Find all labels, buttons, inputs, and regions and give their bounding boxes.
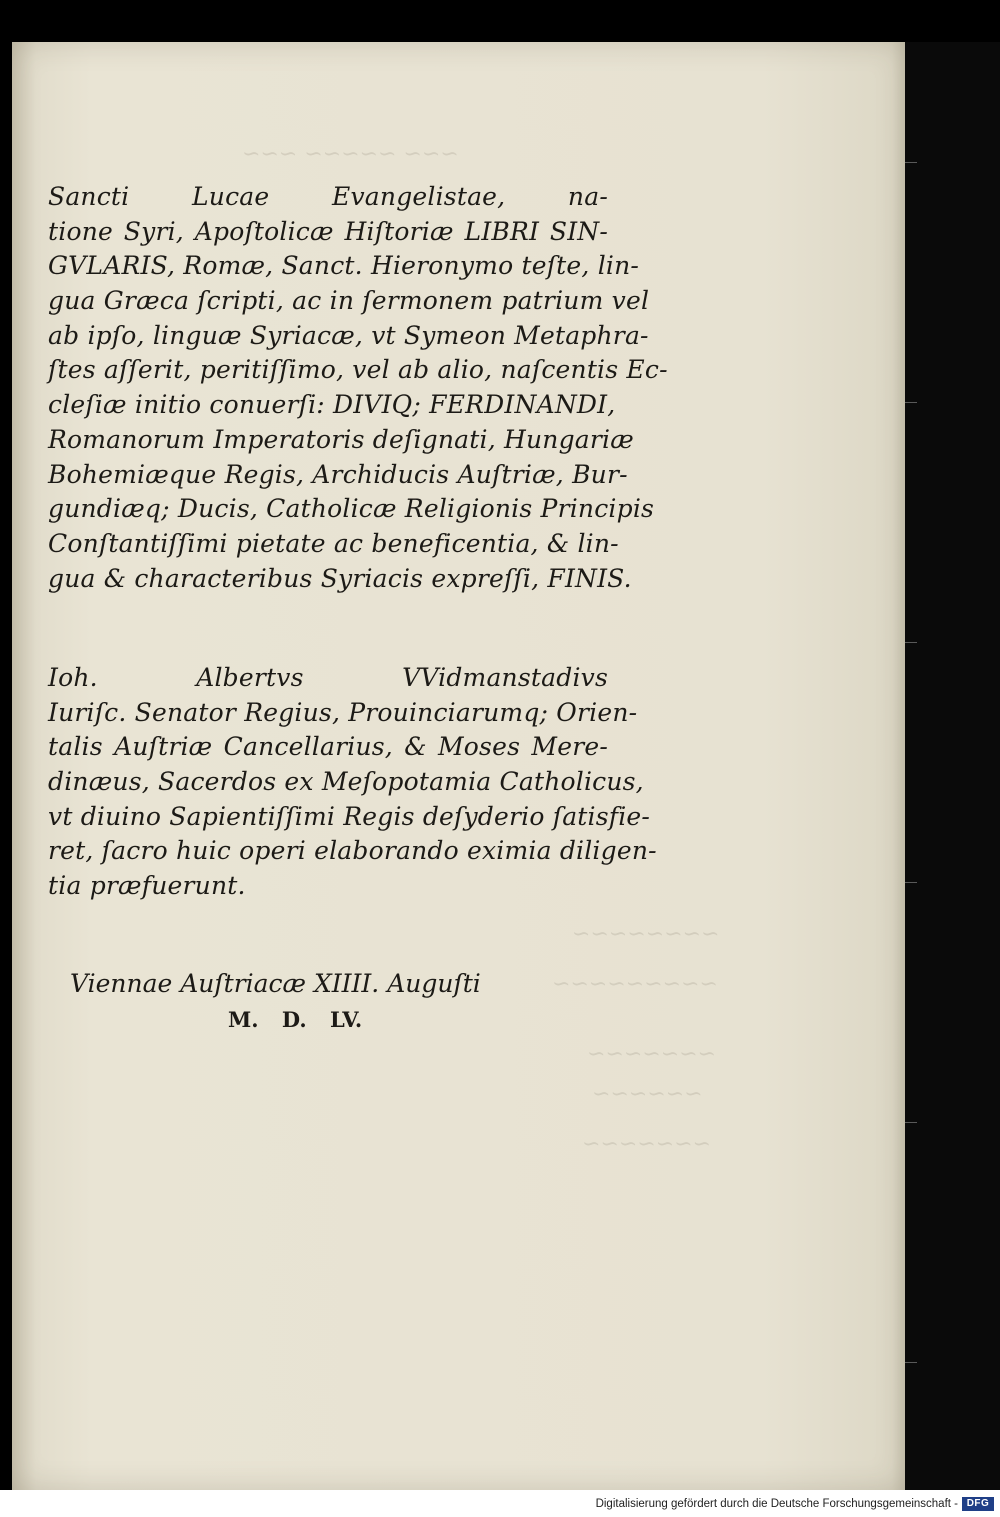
colophon-paragraph-1 xyxy=(48,180,668,596)
text-line: Iuriſc. Senator Regius, Prouinciarumq; Orien- xyxy=(48,697,638,727)
text-line: talis Auſtriæ Cancellarius, & Moses Mere- xyxy=(48,732,608,762)
text-line: Romanorum Imperatoris deſignati, Hungariæ xyxy=(48,424,634,454)
bleed-through-text: ~~~ ~~~~~ ~~~ xyxy=(242,142,459,167)
text-line: gua & characteribus Syriacis expreſſi, FINIS. xyxy=(48,563,632,593)
text-line: dinæus, Sacerdos ex Meſopotamia Catholicus, xyxy=(48,767,644,797)
text-line: gua Græca ſcripti, ac in ſermonem patrium vel xyxy=(48,286,650,316)
scan-ruler xyxy=(905,42,1000,1490)
text-line: Ioh. Albertvs VVidmanstadivs xyxy=(48,663,608,692)
text-line: tione Syri, Apoſtolicæ Hiſtoriæ LIBRI SIN- xyxy=(48,216,608,246)
text-line: gundiæq; Ducis, Catholicæ Religionis Principis xyxy=(48,494,655,524)
text-line: cleſiæ initio conuerſi: DIVIQ; FERDINANDI, xyxy=(48,390,616,420)
text-line: ab ipſo, linguæ Syriacæ, vt Symeon Metaphra- xyxy=(48,320,649,350)
colophon-paragraph-2 xyxy=(48,661,657,904)
text-line: GVLARIS, Romæ, Sanct. Hieronymo teſte, lin- xyxy=(48,251,640,281)
bleed-through-text: ~~~~~~~ xyxy=(582,1132,712,1157)
footer-credit-text: Digitalisierung gefördert durch die Deutsche Forschungsgemeinschaft - xyxy=(595,1498,958,1510)
bleed-through-text: ~~~~~~~~ xyxy=(572,922,720,947)
imprint-year: M. D. LV. xyxy=(228,1007,363,1032)
text-line: tia præfuerunt. xyxy=(48,871,246,901)
bleed-through-text: ~~~~~~ xyxy=(592,1082,703,1107)
bleed-through-text: ~~~~~~~ xyxy=(587,1042,717,1067)
bleed-through-text: ~~~~~~~~~ xyxy=(552,972,718,997)
text-line: Conſtantiſſimi pietate ac beneficentia, & lin- xyxy=(48,528,619,558)
dfg-logo-icon: DFG xyxy=(962,1497,994,1511)
imprint-date-line: Viennae Auſtriacæ XIIII. Auguſti xyxy=(70,969,481,998)
text-line: Bohemiæque Regis, Archiducis Auſtriæ, Bur- xyxy=(48,459,628,489)
digitization-footer xyxy=(0,1490,1000,1517)
text-line: Sancti Lucae Evangelistae, na- xyxy=(48,182,608,211)
text-line: vt diuino Sapientiſſimi Regis deſyderio ſatisfie- xyxy=(48,801,651,831)
text-line: ſtes aſſerit, peritiſſimo, vel ab alio, naſcentis Ec- xyxy=(48,355,668,385)
text-line: ret, ſacro huic operi elaborando eximia diligen- xyxy=(48,836,657,866)
